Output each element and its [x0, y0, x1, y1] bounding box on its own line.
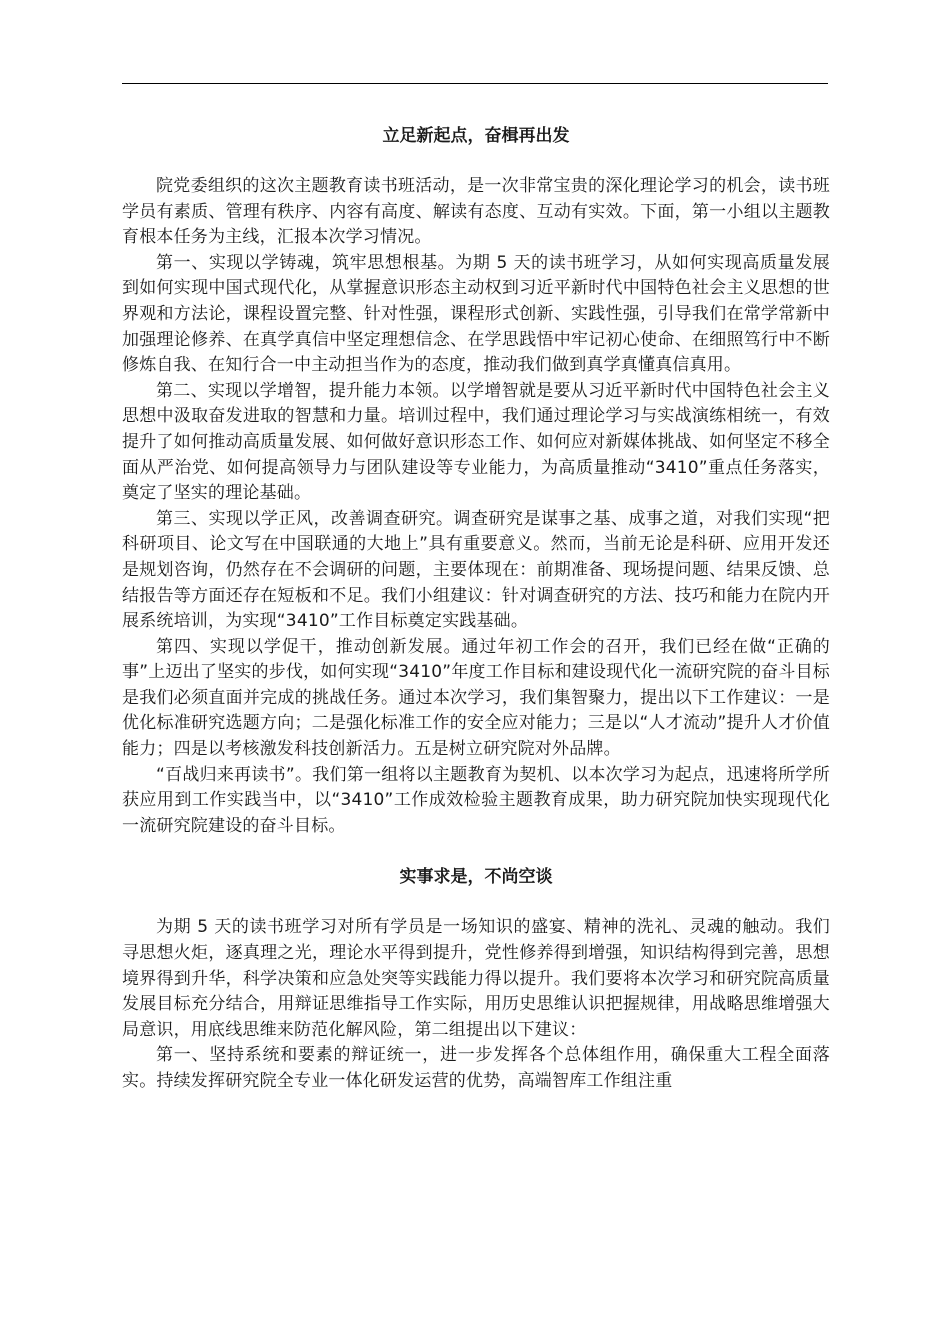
paragraph: 第一、坚持系统和要素的辩证统一，进一步发挥各个总体组作用，确保重大工程全面落实。持续发挥研究院全专业一体化研发运营的优势，高端智库工作组注重	[122, 1045, 830, 1091]
paragraph: 为期 5 天的读书班学习对所有学员是一场知识的盛宴、精神的洗礼、灵魂的触动。我们寻思想火炬，逐真理之光，理论水平得到提升，党性修养得到增强，知识结构得到完善，思想境界得到升华，科学决策和应急处突等实践能力得以提升。我们要将本次学习和研究院高质量发展目标充分结合，用辩证思维指导工作实际，用历史思维认识把握规律，用战略思维增强大局意识，用底线思维来防范化解风险，第二组提出以下建议：	[122, 917, 830, 1040]
paragraph: 院党委组织的这次主题教育读书班活动，是一次非常宝贵的深化理论学习的机会，读书班学员有素质、管理有秩序、内容有高度、解读有态度、互动有实效。下面，第一小组以主题教育根本任务为主线，汇报本次学习情况。	[122, 176, 830, 248]
section-title-2: 实事求是，不尚空谈	[399, 867, 553, 888]
paragraph: 第四、实现以学促干，推动创新发展。通过年初工作会的召开，我们已经在做“正确的事”上迈出了坚实的步伐，如何实现“3410”年度工作目标和建设现代化一流研究院的奋斗目标是我们必须直面并完成的挑战任务。通过本次学习，我们集智聚力，提出以下工作建议：一是优化标准研究选题方向；二是强化标准工作的安全应对能力；三是以“人才流动”提升人才价值能力；四是以考核激发科技创新活力。五是树立研究院对外品牌。	[122, 636, 830, 760]
paragraph: 第三、实现以学正风，改善调查研究。调查研究是谋事之基、成事之道，对我们实现“把科研项目、论文写在中国联通的大地上”具有重要意义。然而，当前无论是科研、应用开发还是规划咨询，仍然存在不会调研的问题，主要体现在：前期准备、现场提问题、结果反馈、总结报告等方面还存在短板和不足。我们小组建议：针对调查研究的方法、技巧和能力在院内开展系统培训，为实现“3410”工作目标奠定实践基础。	[122, 508, 830, 632]
header-rule	[122, 83, 828, 84]
document-body	[122, 118, 830, 1095]
paragraph: 第一、实现以学铸魂，筑牢思想根基。为期 5 天的读书班学习，从如何实现高质量发展到如何实现中国式现代化，从掌握意识形态主动权到习近平新时代中国特色社会主义思想的世界观和方法论，课程设置完整、针对性强，课程形式创新、实践性强，引导我们在常学常新中加强理论修养、在真学真信中坚定理想信念、在学思践悟中牢记初心使命、在细照笃行中不断修炼自我、在知行合一中主动担当作为的态度，推动我们做到真学真懂真信真用。	[122, 252, 830, 376]
paragraph: “百战归来再读书”。我们第一组将以主题教育为契机、以本次学习为起点，迅速将所学所获应用到工作实践当中，以“3410”工作成效检验主题教育成果，助力研究院加快实现现代化一流研究院建设的奋斗目标。	[122, 764, 830, 836]
section-title-1: 立足新起点，奋楫再出发	[382, 126, 570, 146]
paragraph: 第二、实现以学增智，提升能力本领。以学增智就是要从习近平新时代中国特色社会主义思想中汲取奋发进取的智慧和力量。培训过程中，我们通过理论学习与实战演练相统一，有效提升了如何推动高质量发展、如何做好意识形态工作、如何应对新媒体挑战、如何坚定不移全面从严治党、如何提高领导力与团队建设等专业能力，为高质量推动“3410”重点任务落实，奠定了坚实的理论基础。	[122, 380, 830, 504]
